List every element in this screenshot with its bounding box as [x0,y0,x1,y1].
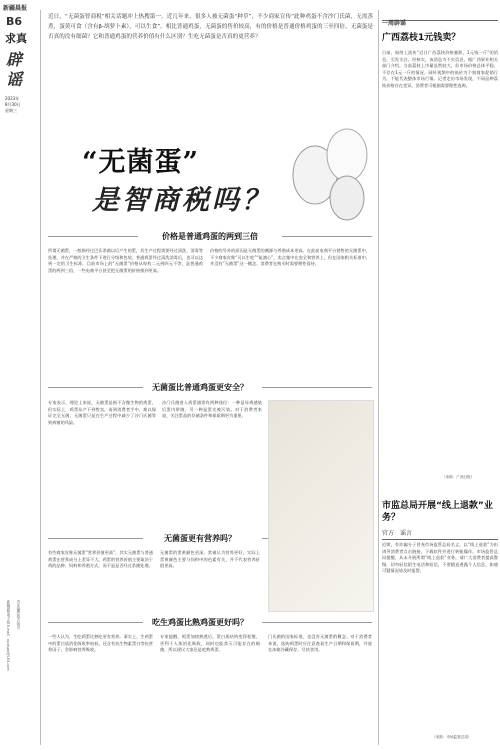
section4-rule-right [262,622,372,623]
article1-source: （来源：广西日报） [442,475,475,479]
sidebar [382,0,498,751]
issue-weekday: 星期三 [5,108,17,113]
sidebar-tag-label: 一周辟谣 [382,20,407,27]
article2-body: 近期，有诈骗分子冒充市场监管总局名义，以“线上退款”为由诱导消费者点击链接、下载软件并进行转账操作。市场监管总局提醒，从未开展所谓“线上退款”业务，请广大消费者提高警惕，切勿轻信陌生电话和短信，不要随意透露个人信息，如遇可疑情况请及时报警。 [382,542,498,573]
section3-col2: 无菌蛋的蛋黄颜色更深，常被认为营养更好，实际上蛋黄颜色主要与饲料中的色素有关，并不代表营养价值更高。 [160,550,260,568]
sidebar-tag [382,10,498,27]
issue-day: 8月30日 [5,102,21,107]
section1-col1: 所谓无菌蛋，一般指经过巴氏杀菌以后产生的蛋，其生产过程需要经过清洗、消毒等处理，并在严格的卫生条件下进行分级和包装。普通鸡蛋经过清洗消毒后，也可以达到一定的卫生标准。目前市场上的“无菌蛋”价格从每枚二元到四元不等，是普通鸡蛋的两到三倍，一些电商平台甚至把无菌蛋的价格推到更高。 [48,248,203,273]
issue-year: 2023年 [5,96,20,101]
section2-rule-right [262,387,372,388]
section4-col3: 门氏菌的国家标准，也没有无菌蛋的概念。对于消费者来说，选购鸡蛋时应注意查看生产日期和保质期，并放在冰箱冷藏保存，尽快食用。 [268,634,372,652]
newspaper-logo: 新疆晨报 [3,5,28,12]
issue-date [5,96,21,114]
masthead-divider [40,10,41,745]
section-name: 求真 [5,32,27,45]
article2-byline: 官方 谣言 [382,528,498,540]
section4-col2: 专家提醒，鸡蛋加热熟透后，蛋白质结构变得松散，更利于人体消化吸收，同时也能杀灭可能存在的细菌，所以建议大家还是吃熟鸡蛋。 [160,634,260,652]
headline-line1: “无菌蛋” [82,147,200,178]
section3-title: 无菌蛋更有营养吗？ [164,534,236,543]
section3-rule-left [48,538,143,539]
article2-source: （来源：市场监管总局） [432,735,472,739]
article1-title: 广西荔枝1元钱卖？ [382,33,461,43]
section2-col2: 沙门氏菌进入鸡蛋通常有两种途径：一种是母鸡感染后蛋内带菌，另一种是蛋壳被污染。对于消费者来说，关注蛋品的存储条件和保质期更为重要。 [162,400,262,418]
section2-title: 无菌蛋比普通鸡蛋更安全？ [152,383,248,392]
column-title: 辟谣 [6,50,23,89]
eggs-photo [268,400,374,612]
headline-line2: 是智商税吗？ [92,185,272,216]
article1-body: 日前，网络上流传“近日广西荔枝价格暴跌，1元钱一斤”的消息，引发关注。经核实，该消息为不实信息。据广西果业相关部门介绍，当前荔枝上市量虽然较大，但市场价格总体平稳，不存在1元一斤的情况。网传视频中的低价为个别商家促销行为，不能代表整体市场行情。记者走访市场发现，不同品种荔枝价格存在差异，消费者可根据需要理性选购。 [382,50,498,88]
section1-rule-right [282,236,372,237]
section3-col1: 有些商家宣称无菌蛋“营养价值更高”，其实无菌蛋与普通鸡蛋在营养成分上差异不大。鸡蛋的营养价值主要取决于鸡的品种、饲料和养殖方式，而不是是否经过杀菌处理。 [48,550,153,568]
page-number: B6 [6,15,23,28]
editor-credit: 责任编辑/版式/校对 [16,600,20,630]
masthead-column [0,0,40,751]
section2-col1: 专家表示，理论上来说，无菌蛋是指不含微生物的鸡蛋，但实际上，鸡蛋从产下到售卖，再到消费者手中，难以保证完全无菌。无菌蛋只是在生产过程中减少了沙门氏菌等致病菌的风险。 [48,400,156,425]
intro-text: 近日，“无菌蛋智商税”相关话题冲上热搜第一。近几年来，很多人被无菌蛋“种草”，不少商家宣传“此种鸡蛋不含沙门氏菌，无需蒸煮，蛋黄可食（含有β-胡萝卜素），可以生食”。相比普通鸡蛋，无菌蛋的售价较高，有的价格是普通价格鸡蛋的三至四倍。无菌蛋是否真的没有细菌？它和普通鸡蛋的营养价值有什么区别？生吃无菌蛋是否真的更营养？ [48,14,373,40]
section4-title: 吃生鸡蛋比熟鸡蛋更好吗？ [152,618,248,627]
section2-rule-left [48,387,143,388]
section1-rule-left [48,236,138,237]
section1-col2: 价格的另外的原因是无菌蛋的溯源与养殖成本更高。在此前电商平台销售的无菌蛋中，不少商家宣称“可以生吃”“能溏心”，卖点集中在安全和营养上，但在国家相关标准中，并没有“无菌蛋”这一概念。消费者在购买时需要理性看待。 [210,248,370,266]
article2-title: 市监总局开展“线上退款”业务？ [382,501,493,523]
footer-vertical-text: 新疆晨报电子版 E-mail：xjcbsjzx@163.com [6,600,10,671]
section1-title: 价格是普通鸡蛋的两到三倍 [162,232,258,241]
egg-shape-2 [327,129,367,181]
section4-col1: 一些人认为，生吃鸡蛋比熟吃更有营养。事实上，生鸡蛋中的蛋白质消化吸收率较低，还含有抗生物素蛋白等抗营养因子，会影响营养吸收。 [48,634,153,652]
egg-illustration [285,110,380,225]
egg-shape-3 [330,176,364,220]
sidebar-divider [378,10,379,745]
section4-rule-left [48,622,143,623]
